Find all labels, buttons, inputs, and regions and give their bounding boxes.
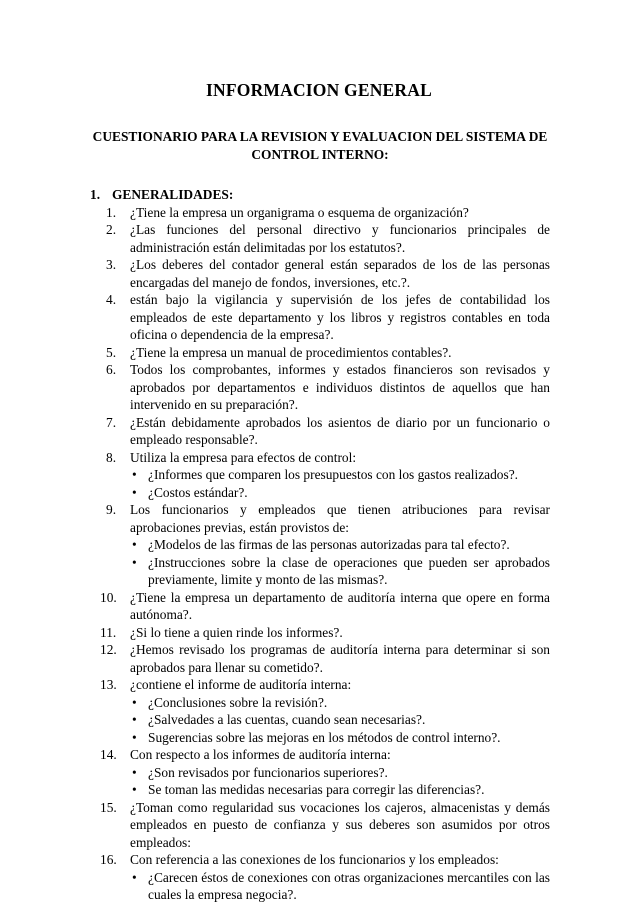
question-number: 16. — [100, 852, 117, 867]
question-item — [90, 221, 550, 256]
question-number: 11. — [100, 624, 117, 640]
sub-question-text: ¿Conclusiones sobre la revisión?. — [148, 694, 328, 710]
question-item — [90, 799, 550, 852]
question-text: Con respecto a los informes de auditoría interna: — [130, 747, 391, 762]
question-number: 9. — [106, 502, 117, 517]
question-item — [90, 449, 550, 502]
question-number: 10. — [100, 589, 117, 605]
section-generalidades — [90, 186, 550, 904]
question-number: 12. — [100, 642, 117, 657]
question-item — [90, 414, 550, 449]
question-number: 2. — [106, 222, 117, 237]
bullet-icon: • — [132, 554, 137, 570]
sub-question-text: ¿Carecen éstos de conexiones con otras organizaciones mercantiles con las cuales la empresa negocia?. — [148, 869, 550, 902]
sub-question-item — [130, 869, 550, 904]
sub-question-item — [130, 484, 550, 502]
question-number: 15. — [100, 799, 117, 815]
question-number: 1. — [106, 204, 117, 220]
sub-question-item — [130, 781, 550, 799]
question-item — [90, 344, 550, 362]
sub-question-item — [130, 466, 550, 484]
question-number: 8. — [106, 449, 117, 465]
question-list — [90, 204, 550, 904]
bullet-icon: • — [132, 869, 137, 885]
sub-question-text: ¿Instrucciones sobre la clase de operaciones que pueden ser aprobados previamente, limite y monto de las mismas?. — [148, 554, 550, 587]
question-item — [90, 589, 550, 624]
sub-question-item — [130, 694, 550, 712]
question-number: 3. — [106, 257, 117, 272]
sub-question-text: Sugerencias sobre las mejoras en los métodos de control interno?. — [148, 729, 501, 745]
section-heading — [90, 186, 550, 204]
sub-question-list — [130, 536, 550, 589]
question-number: 4. — [106, 292, 117, 307]
bullet-icon: • — [132, 782, 137, 797]
question-text: Utiliza la empresa para efectos de control: — [130, 449, 357, 465]
question-text: ¿Tiene la empresa un manual de procedimientos contables?. — [130, 344, 452, 360]
question-text: ¿Si lo tiene a quien rinde los informes?. — [130, 624, 343, 640]
sub-question-text: ¿Modelos de las firmas de las personas autorizadas para tal efecto?. — [148, 537, 510, 552]
question-number: 13. — [100, 677, 117, 692]
question-item — [90, 851, 550, 904]
bullet-icon: • — [132, 729, 137, 745]
question-number: 6. — [106, 362, 117, 377]
question-item — [90, 291, 550, 344]
sub-question-text: Se toman las medidas necesarias para corregir las diferencias?. — [148, 782, 485, 797]
question-text: Con referencia a las conexiones de los funcionarios y los empleados: — [130, 852, 499, 867]
question-text: ¿Tiene la empresa un departamento de auditoría interna que opere en forma autónoma?. — [130, 589, 550, 622]
sub-question-text: ¿Son revisados por funcionarios superiores?. — [148, 764, 388, 780]
question-item — [90, 501, 550, 589]
bullet-icon: • — [132, 484, 137, 500]
bullet-icon: • — [132, 764, 137, 780]
bullet-icon: • — [132, 467, 137, 482]
question-item — [90, 641, 550, 676]
document-subtitle: CUESTIONARIO PARA LA REVISION Y EVALUACION DEL SISTEMA DE CONTROL INTERNO: — [92, 129, 548, 162]
question-number: 5. — [106, 344, 117, 360]
question-item — [90, 624, 550, 642]
sub-question-text: ¿Informes que comparen los presupuestos con los gastos realizados?. — [148, 467, 518, 482]
sub-question-text: ¿Salvedades a las cuentas, cuando sean necesarias?. — [148, 712, 426, 727]
question-text: ¿contiene el informe de auditoría interna: — [130, 677, 352, 692]
question-number: 14. — [100, 747, 117, 762]
question-item — [90, 361, 550, 414]
question-text: Todos los comprobantes, informes y estados financieros son revisados y aprobados por departamentos e individuos distintos de aquellos que han intervenido en su preparación?. — [130, 362, 550, 412]
question-text: ¿Toman como regularidad sus vocaciones los cajeros, almacenistas y demás empleados en puesto de confianza y sus deberes son asumidos por otros empleados: — [130, 799, 550, 850]
sub-question-item — [130, 536, 550, 554]
sub-question-text: ¿Costos estándar?. — [148, 484, 248, 500]
question-text: ¿Las funciones del personal directivo y funcionarios principales de administración están delimitadas por los estatutos?. — [130, 222, 550, 255]
question-item — [90, 746, 550, 799]
bullet-icon: • — [132, 712, 137, 727]
document-title: INFORMACION GENERAL — [206, 80, 432, 100]
sub-question-item — [130, 554, 550, 589]
section-title: GENERALIDADES: — [112, 187, 234, 202]
question-text: están bajo la vigilancia y supervisión de los jefes de contabilidad los empleados de este departamento y los libros y registros contables en toda oficina o dependencia de la empresa?. — [130, 292, 550, 342]
sub-question-list — [130, 466, 550, 501]
question-number: 7. — [106, 414, 117, 430]
sub-question-item — [130, 729, 550, 747]
section-number: 1. — [90, 187, 101, 202]
question-text: ¿Están debidamente aprobados los asientos de diario por un funcionario o empleado responsable?. — [130, 414, 550, 447]
question-item — [90, 204, 550, 222]
question-item — [90, 256, 550, 291]
question-text: ¿Tiene la empresa un organigrama o esquema de organización? — [130, 204, 469, 220]
sub-question-list — [130, 764, 550, 799]
question-text: ¿Hemos revisado los programas de auditoría interna para determinar si son aprobados para llenar su cometido?. — [130, 642, 550, 675]
sub-question-list — [130, 694, 550, 747]
sub-question-list — [130, 869, 550, 904]
question-text: ¿Los deberes del contador general están separados de los de las personas encargadas del manejo de fondos, inversiones, etc.?. — [130, 257, 550, 290]
question-item — [90, 676, 550, 746]
sub-question-item — [130, 711, 550, 729]
bullet-icon: • — [132, 694, 137, 710]
sub-question-item — [130, 764, 550, 782]
question-text: Los funcionarios y empleados que tienen atribuciones para revisar aprobaciones previas, están provistos de: — [130, 502, 550, 535]
bullet-icon: • — [132, 537, 137, 552]
